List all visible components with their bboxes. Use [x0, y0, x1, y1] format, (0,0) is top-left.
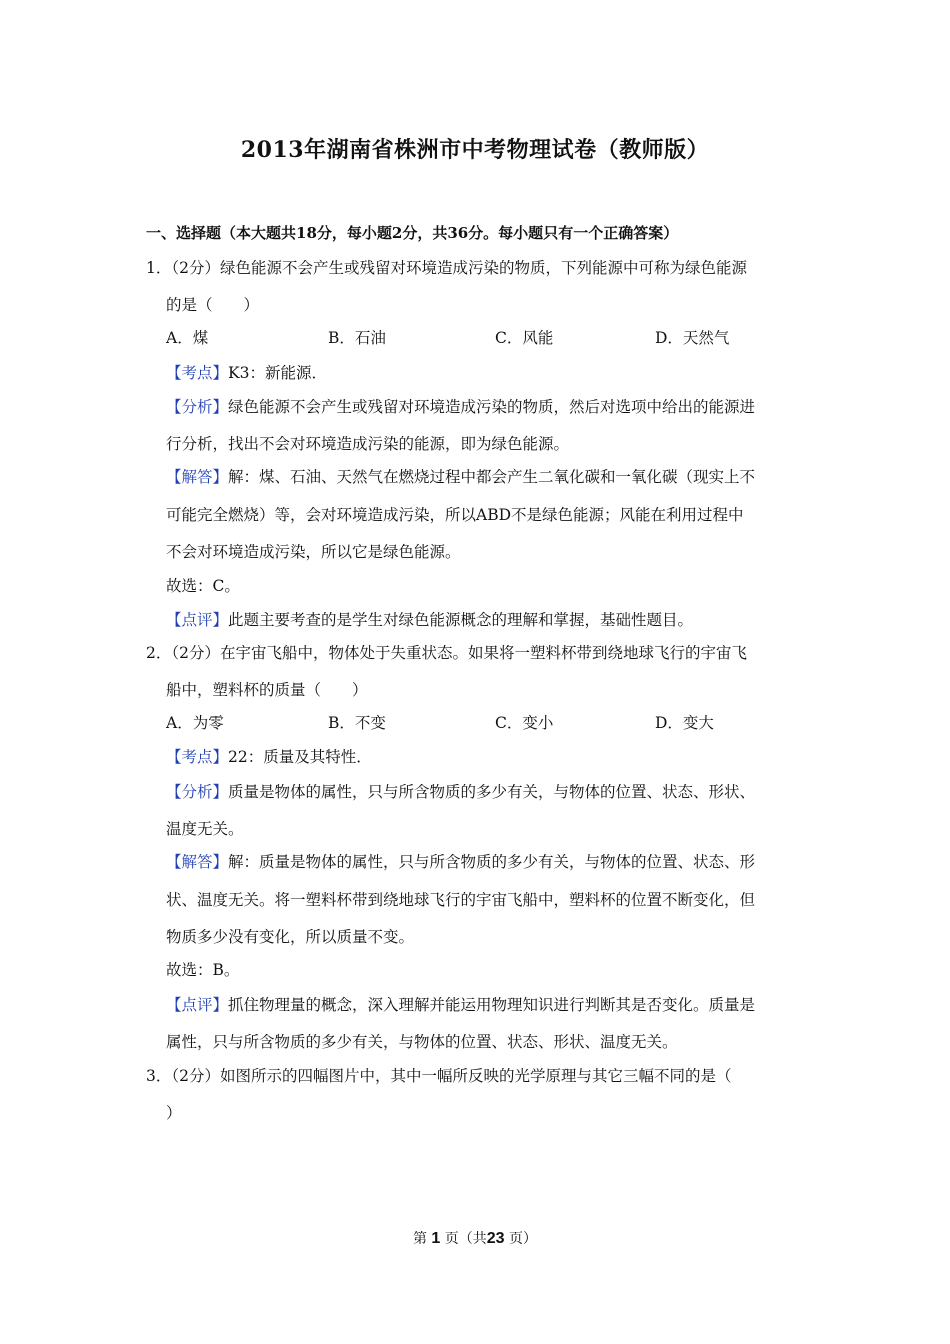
footer-suffix: 页）: [509, 1231, 538, 1247]
jieda-label: 【解答】: [166, 853, 229, 871]
q2-fenxi-cont: 温度无关。: [166, 820, 244, 838]
q1-dianping: [166, 609, 693, 631]
kaodian-text: K3：新能源．: [228, 364, 327, 382]
q2-option-d: D．变大: [655, 714, 714, 732]
jieda-text: 解：质量是物体的属性，只与所含物质的多少有关，与物体的位置、状态、形: [228, 853, 756, 871]
q1-fenxi: [166, 396, 755, 418]
jieda-text: 解：煤、石油、天然气在燃烧过程中都会产生二氧化碳和一氧化碳（现实上不: [228, 468, 756, 486]
q2-option-b: B．不变: [328, 714, 386, 732]
q1-answer: 故选：C。: [166, 577, 240, 595]
q2-option-c: C．变小: [495, 714, 554, 732]
q1-option-b: B．石油: [328, 329, 386, 347]
fenxi-text: 质量是物体的属性，只与所含物质的多少有关，与物体的位置、状态、形状、: [228, 783, 756, 801]
q2-kaodian: [166, 746, 372, 768]
dianping-label: 【点评】: [166, 611, 229, 629]
q2-dianping: [166, 994, 755, 1016]
q1-jieda: [166, 466, 755, 488]
page-footer: [0, 1228, 950, 1248]
q1-option-a: A．煤: [166, 329, 209, 347]
question-1-text-cont: 的是（ ）: [166, 296, 260, 314]
dianping-text: 此题主要考查的是学生对绿色能源概念的理解和掌握，基础性题目。: [228, 611, 694, 629]
fenxi-text: 绿色能源不会产生或残留对环境造成污染的物质，然后对选项中给出的能源进: [228, 398, 756, 416]
kaodian-label: 【考点】: [166, 364, 229, 382]
footer-page-number: 1: [431, 1230, 441, 1247]
q2-jieda-cont-2: 物质多少没有变化，所以质量不变。: [166, 928, 415, 946]
question-3-text-cont: ）: [166, 1104, 182, 1122]
question-2-text: 2．（2分）在宇宙飞船中，物体处于失重状态。如果将一塑料杯带到绕地球飞行的宇宙飞: [146, 644, 747, 662]
q2-option-a: A．为零: [166, 714, 224, 732]
jieda-label: 【解答】: [166, 468, 229, 486]
q2-dianping-cont: 属性，只与所含物质的多少有关，与物体的位置、状态、形状、温度无关。: [166, 1033, 678, 1051]
question-3-text: 3．（2分）如图所示的四幅图片中，其中一幅所反映的光学原理与其它三幅不同的是（: [146, 1067, 732, 1085]
q1-jieda-cont-1: 可能完全燃烧）等，会对环境造成污染，所以ABD不是绿色能源；风能在利用过程中: [166, 506, 744, 524]
q1-kaodian: [166, 362, 327, 384]
q1-option-c: C．风能: [495, 329, 554, 347]
dianping-label: 【点评】: [166, 996, 229, 1014]
q1-jieda-cont-2: 不会对环境造成污染，所以它是绿色能源。: [166, 543, 461, 561]
page-title: 2013年湖南省株洲市中考物理试卷（教师版）: [240, 137, 710, 163]
q2-answer: 故选：B。: [166, 961, 240, 979]
footer-total-pages: 23: [486, 1230, 505, 1247]
q2-jieda-cont-1: 状、温度无关。将一塑料杯带到绕地球飞行的宇宙飞船中，塑料杯的位置不断变化，但: [166, 891, 756, 909]
q1-fenxi-cont: 行分析，找出不会对环境造成污染的能源，即为绿色能源。: [166, 435, 570, 453]
kaodian-label: 【考点】: [166, 748, 229, 766]
q1-option-d: D．天然气: [655, 329, 730, 347]
q2-fenxi: [166, 781, 755, 803]
q2-jieda: [166, 851, 755, 873]
fenxi-label: 【分析】: [166, 398, 229, 416]
section-heading: 一、选择题（本大题共18分，每小题2分，共36分。每小题只有一个正确答案）: [146, 224, 679, 242]
fenxi-label: 【分析】: [166, 783, 229, 801]
footer-middle: 页（共: [444, 1231, 487, 1247]
kaodian-text: 22：质量及其特性．: [228, 748, 372, 766]
question-1-text: 1．（2分）绿色能源不会产生或残留对环境造成污染的物质，下列能源中可称为绿色能源: [146, 259, 747, 277]
footer-prefix: 第: [412, 1231, 427, 1247]
dianping-text: 抓住物理量的概念，深入理解并能运用物理知识进行判断其是否变化。质量是: [228, 996, 756, 1014]
question-2-text-cont: 船中，塑料杯的质量（ ）: [166, 681, 368, 699]
